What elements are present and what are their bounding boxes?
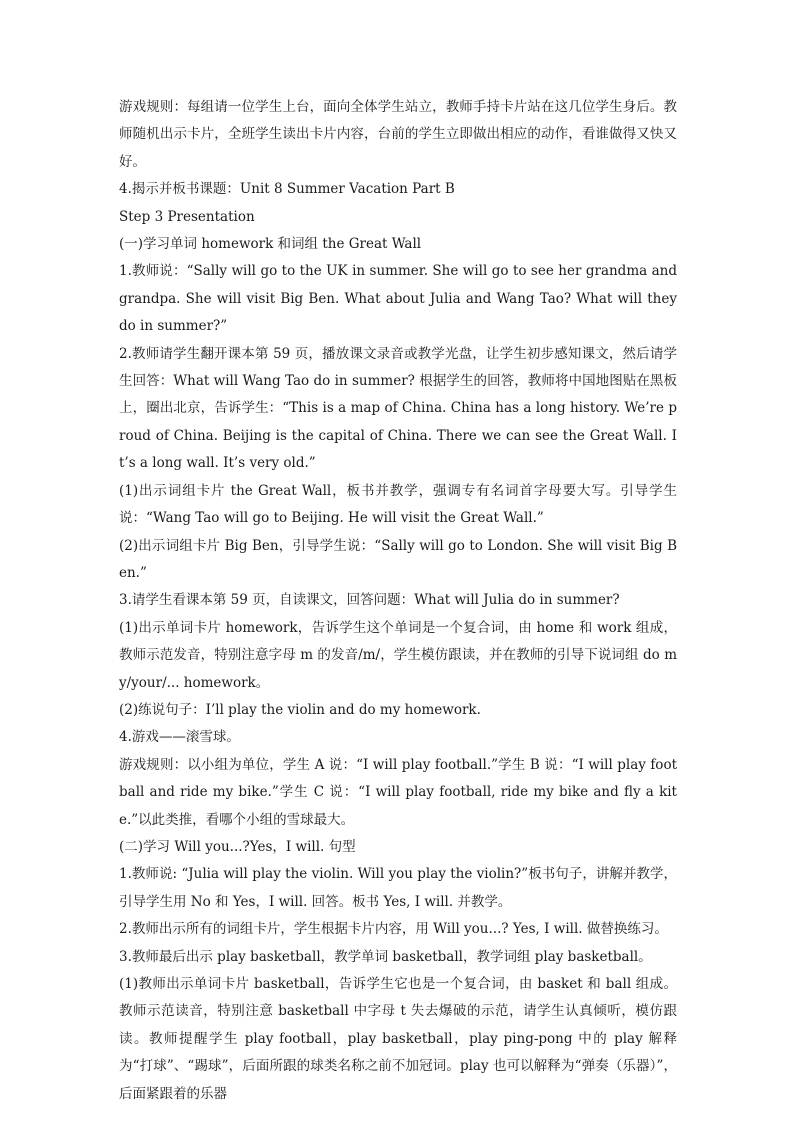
game-rules-paragraph: 游戏规则：以小组为单位，学生 A 说：“I will play football.”学生 B 说：“I will play football and ride my bike.”学生 C 说：“I will play football, ride my bike and fly a kite.”以此类推，看哪个小组的雪球最大。 — [119, 756, 677, 828]
step-heading: Step 3 Presentation — [119, 208, 255, 225]
topic-heading: 4.揭示并板书课题：Unit 8 Summer Vacation Part B — [119, 181, 455, 198]
body-paragraph: 2.教师出示所有的词组卡片，学生根据卡片内容，用 Will you...? Yes, I will. 做替换练习。 — [119, 921, 668, 938]
body-paragraph: 2.教师请学生翻开课本第 59 页，播放课文录音或教学光盘，让学生初步感知课文，然后请学生回答：What will Wang Tao do in summer? 根据学生的回答，教师将中国地图贴在黑板上，圈出北京，告诉学生：“This is a map of China. China has a long history. We’re proud of China. Beijing is the capital of China. There we can see the Great Wall. It’s a long wall. It’s very old.” — [119, 345, 677, 472]
body-paragraph: 4.游戏——滚雪球。 — [119, 729, 240, 746]
body-paragraph: (1)出示单词卡片 homework，告诉学生这个单词是一个复合词，由 home 和 work 组成，教师示范发音，特别注意字母 m 的发音/m/，学生模仿跟读，并在教师的引导下说词组 do my/your/... homework。 — [119, 619, 677, 691]
section-heading: (二)学习 Will you...?Yes，I will. 句型 — [119, 838, 356, 855]
body-paragraph: (2)出示词组卡片 Big Ben，引导学生说：“Sally will go to London. She will visit Big Ben.” — [119, 537, 677, 581]
body-paragraph: (2)练说句子：I’ll play the violin and do my homework. — [119, 701, 481, 718]
game-rules-paragraph: 游戏规则：每组请一位学生上台，面向全体学生站立，教师手持卡片站在这几位学生身后。教师随机出示卡片，全班学生读出卡片内容，台前的学生立即做出相应的动作，看谁做得又快又好。 — [119, 99, 677, 170]
section-heading: (一)学习单词 homework 和词组 the Great Wall — [119, 236, 422, 253]
body-paragraph: 1.教师说：“Sally will go to the UK in summer. She will go to see her grandma and grandpa. She will visit Big Ben. What about Julia and Wang Tao? What will they do in summer?” — [119, 263, 677, 335]
body-paragraph: (1)教师出示单词卡片 basketball，告诉学生它也是一个复合词，由 basket 和 ball 组成。教师示范读音，特别注意 basketball 中字母 t 失去爆破的示范，请学生认真倾听，模仿跟读。教师提醒学生 play football，play basketball，play ping-pong 中的 play 解释为“打球”、“踢球”，后面所跟的球类名称之前不加冠词。play 也可以解释为“弹奏（乐器）”，后面紧跟着的乐器 — [119, 976, 677, 1102]
body-paragraph: (1)出示词组卡片 the Great Wall，板书并教学，强调专有名词首字母要大写。引导学生说：“Wang Tao will go to Beijing. He will visit the Great Wall.” — [119, 482, 677, 527]
body-paragraph: 3.教师最后出示 play basketball，教学单词 basketball，教学词组 play basketball。 — [119, 948, 652, 965]
body-paragraph: 1.教师说: “Julia will play the violin. Will you play the violin?”板书句子，讲解并教学，引导学生用 No 和 Yes，I will. 回答。板书 Yes, I will. 并教学。 — [119, 866, 677, 910]
document-page — [119, 94, 677, 1108]
body-paragraph: 3.请学生看课本第 59 页，自读课文，回答问题：What will Julia do in summer? — [119, 592, 620, 609]
